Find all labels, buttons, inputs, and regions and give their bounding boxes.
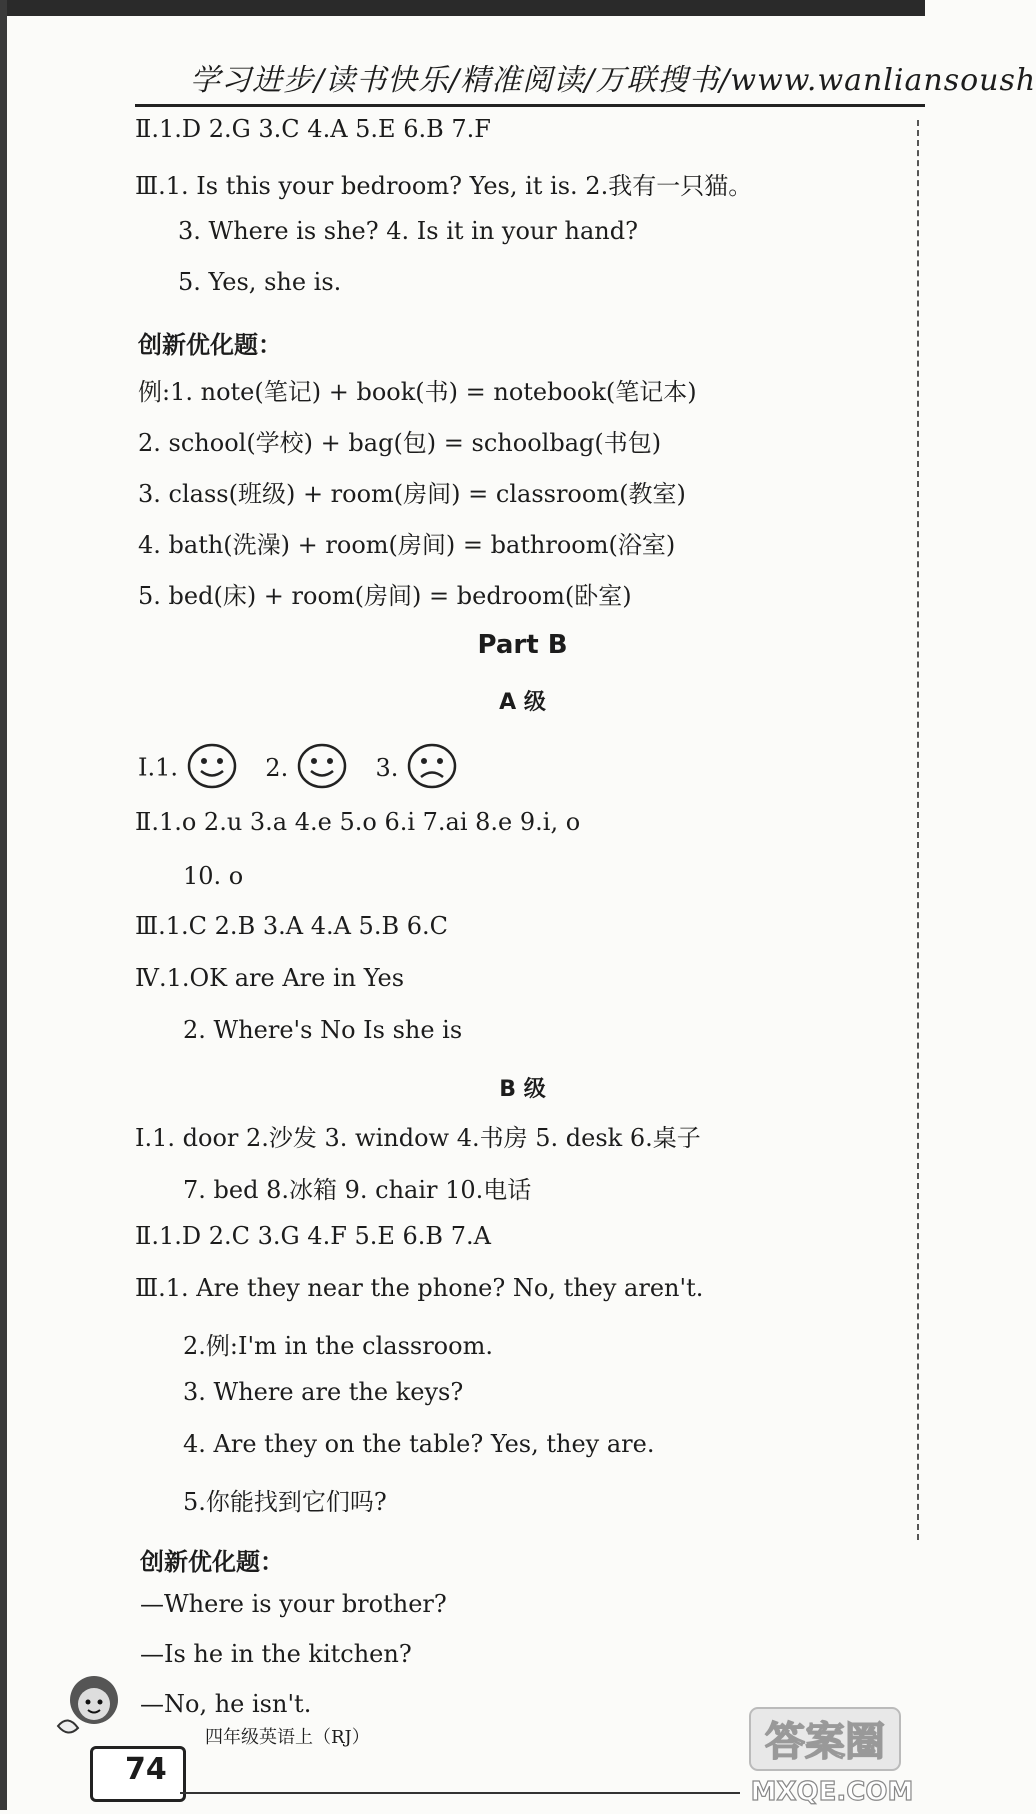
answer-line: 3. Where is she? 4. Is it in your hand? — [178, 217, 638, 245]
dialogue-line: —No, he isn't. — [140, 1690, 312, 1718]
answer-line: 7. bed 8.冰箱 9. chair 10.电话 — [183, 1176, 532, 1204]
svg-text:MXQE.COM: MXQE.COM — [750, 1777, 914, 1807]
answer-line: Ⅱ.1.o 2.u 3.a 4.e 5.o 6.i 7.ai 8.e 9.i, o — [135, 808, 581, 836]
section-heading: 创新优化题： — [140, 1548, 284, 1576]
answer-line: Ⅲ.1. Are they near the phone? No, they aren't. — [135, 1274, 704, 1302]
answer-line: 2.例:I'm in the classroom. — [183, 1332, 493, 1360]
answer-line: 5. bed(床) + room(房间) = bedroom(卧室) — [138, 582, 632, 610]
answer-line: 4. bath(洗澡) + room(房间) = bathroom(浴室) — [138, 531, 676, 559]
smile-face-icon — [186, 742, 238, 796]
answer-line: Ⅱ.1.D 2.G 3.C 4.A 5.E 6.B 7.F — [135, 115, 491, 143]
answer-line: 3. class(班级) + room(房间) = classroom(教室) — [138, 480, 686, 508]
scan-top-border — [0, 0, 925, 16]
answer-line: Ⅳ.1.OK are Are in Yes — [135, 964, 405, 992]
scan-left-border — [0, 0, 7, 1810]
answer-line: Ⅰ.1. door 2.沙发 3. window 4.书房 5. desk 6.桌子 — [135, 1124, 701, 1152]
answer-label: 3. — [375, 753, 399, 782]
dialogue-line: —Where is your brother? — [140, 1590, 447, 1618]
answer-line: 3. Where are the keys? — [183, 1378, 464, 1406]
answer-line: 2. Where's No Is she is — [183, 1016, 463, 1044]
page-number: 74 — [125, 1752, 167, 1787]
footer-rule — [180, 1792, 740, 1794]
answer-label: 2. — [265, 753, 289, 782]
level-title: A 级 — [499, 690, 546, 715]
answer-line: Ⅲ.1.C 2.B 3.A 4.A 5.B 6.C — [135, 912, 448, 940]
frown-face-icon — [406, 742, 458, 796]
header-rule — [135, 104, 925, 107]
watermark-logo — [740, 1700, 925, 1810]
face-answer-row — [138, 742, 458, 796]
svg-text:答案圈: 答案圈 — [765, 1719, 885, 1765]
mascot-icon — [52, 1670, 132, 1754]
answer-line: 2. school(学校) + bag(包) = schoolbag(书包) — [138, 429, 662, 457]
footer-book-title: 四年级英语上（RJ） — [205, 1727, 370, 1748]
answer-line: 4. Are they on the table? Yes, they are. — [183, 1430, 655, 1458]
part-title: Part B — [477, 630, 568, 660]
answer-line: Ⅱ.1.D 2.C 3.G 4.F 5.E 6.B 7.A — [135, 1222, 491, 1250]
smile-face-icon — [296, 742, 348, 796]
level-title: B 级 — [499, 1077, 546, 1102]
answer-line: Ⅲ.1. Is this your bedroom? Yes, it is. 2.我有一只猫。 — [135, 172, 753, 200]
answer-line: 5.你能找到它们吗? — [183, 1488, 387, 1516]
answer-line: 10. o — [183, 862, 244, 890]
dialogue-line: —Is he in the kitchen? — [140, 1640, 412, 1668]
answer-line: 5. Yes, she is. — [178, 268, 342, 296]
answer-line: 例:1. note(笔记) + book(书) = notebook(笔记本) — [138, 378, 697, 406]
cut-line — [917, 120, 919, 1540]
header-banner: 学习进步/读书快乐/精准阅读/万联搜书/www.wanliansoush — [190, 63, 1036, 98]
section-heading: 创新优化题： — [138, 331, 282, 359]
answer-label: Ⅰ.1. — [138, 753, 179, 782]
